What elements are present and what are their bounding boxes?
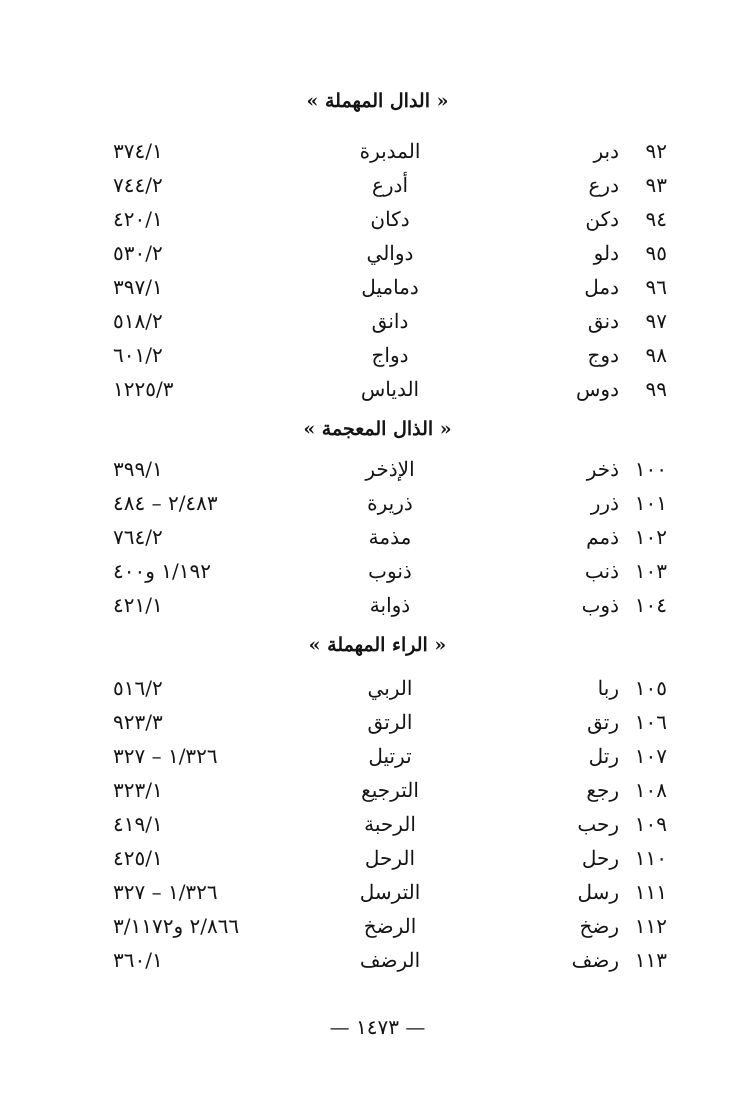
entry-root: رحل [581,846,619,870]
table-row [0,673,755,703]
entry-word: الرتق [367,710,413,734]
entry-reference: ٦٠١/٢ [113,343,163,367]
entry-number: ١١٣ [634,948,667,972]
entry-number: ١١١ [634,880,667,904]
table-row [0,136,755,166]
entry-reference: ١/٣٢٦ – ٣٢٧ [113,880,218,904]
entry-root: ربا [597,676,619,700]
entry-reference: ٣٦٠/١ [113,948,163,972]
entry-root: رضف [571,948,619,972]
entry-word: الرحل [364,846,416,870]
entry-word: المدبرة [359,139,421,163]
entry-number: ٩٨ [645,343,667,367]
entry-number: ١٠٣ [634,559,667,583]
entry-number: ٩٤ [645,207,667,231]
table-row [0,522,755,552]
entry-number: ٩٣ [645,173,667,197]
entry-word: دوالي [366,241,414,265]
entry-word: الرضخ [363,914,417,938]
table-row [0,911,755,941]
entry-reference: ٣٩٩/١ [113,457,163,481]
entry-word: دانق [371,309,409,333]
section-heading-ra: « الراء المهملة » [308,634,447,656]
entry-number: ١٠٥ [634,676,667,700]
entry-word: ترتيل [368,744,412,768]
section-heading-dal: « الدال المهملة » [306,90,449,112]
entry-number: ١١٠ [634,846,667,870]
table-row [0,306,755,336]
entry-word: ذنوب [368,559,412,583]
entry-root: رضخ [579,914,619,938]
entry-word: الدياس [360,377,420,401]
entry-reference: ٤١٩/١ [113,812,163,836]
table-row [0,945,755,975]
entry-word: ذريرة [367,491,413,515]
entry-word: دكان [370,207,410,231]
table-row [0,374,755,404]
entry-root: ذخر [586,457,619,481]
entry-word: الإذخر [365,457,415,481]
entry-root: دوس [576,377,619,401]
entry-root: رجع [586,778,619,802]
entry-reference: ٥١٦/٢ [113,676,163,700]
entry-word: دماميل [361,275,419,299]
entry-reference: ١٢٢٥/٣ [113,377,174,401]
entry-reference: ٢/٨٦٦ و٣/١١٧٢ [113,914,240,938]
entry-root: دبر [593,139,619,163]
section-heading-dhal: « الذال المعجمة » [303,418,452,440]
entry-reference: ٣٩٧/١ [113,275,163,299]
entry-reference: ٥٣٠/٢ [113,241,163,265]
table-row [0,707,755,737]
entry-number: ١٠٤ [634,593,667,617]
entry-reference: ٤٢١/١ [113,593,163,617]
entry-reference: ٣٧٤/١ [113,139,163,163]
entry-number: ٩٩ [645,377,667,401]
entry-number: ١٠١ [634,491,667,515]
entry-root: درع [588,173,619,197]
entry-word: مذمة [368,525,412,549]
table-row [0,488,755,518]
entry-root: دمل [584,275,619,299]
entry-number: ٩٦ [645,275,667,299]
entry-root: رسل [577,880,619,904]
table-row [0,556,755,586]
table-row [0,843,755,873]
entry-reference: ٤٢٥/١ [113,846,163,870]
entry-root: رتل [588,744,619,768]
entry-reference: ٤٢٠/١ [113,207,163,231]
entry-root: دنق [587,309,619,333]
entry-word: ذوابة [369,593,411,617]
entry-number: ١٠٢ [634,525,667,549]
entry-word: الترجيع [361,778,419,802]
table-row [0,741,755,771]
entry-root: دوج [587,343,619,367]
entry-root: رتق [587,710,619,734]
entry-reference: ٧٦٤/٢ [113,525,163,549]
table-row [0,809,755,839]
entry-number: ١٠٠ [634,457,667,481]
entry-root: ذوب [581,593,619,617]
entry-root: دكن [585,207,619,231]
entry-reference: ١/١٩٢ و٤٠٠ [113,559,211,583]
entry-root: رحب [577,812,619,836]
page-number: — ١٤٧٣ — [329,1015,426,1039]
entry-word: الترسل [359,880,421,904]
entry-number: ١٠٩ [634,812,667,836]
table-row [0,340,755,370]
entry-root: دلو [593,241,619,265]
table-row [0,204,755,234]
entry-reference: ١/٣٢٦ – ٣٢٧ [113,744,218,768]
entry-reference: ٢/٤٨٣ – ٤٨٤ [113,491,218,515]
entry-reference: ٧٤٤/٢ [113,173,163,197]
table-row [0,272,755,302]
entry-number: ٩٥ [645,241,667,265]
entry-root: ذرر [590,491,619,515]
table-row [0,877,755,907]
table-row [0,454,755,484]
table-row [0,170,755,200]
entry-root: ذمم [586,525,619,549]
entry-word: دواج [371,343,409,367]
table-row [0,238,755,268]
entry-number: ١٠٨ [634,778,667,802]
entry-reference: ٥١٨/٢ [113,309,163,333]
entry-root: ذنب [584,559,619,583]
entry-number: ١٠٦ [634,710,667,734]
table-row [0,775,755,805]
table-row [0,590,755,620]
entry-word: الرضف [359,948,421,972]
entry-reference: ٣٢٣/١ [113,778,163,802]
entry-word: الرحبة [364,812,416,836]
entry-word: الربي [367,676,413,700]
entry-number: ١١٢ [634,914,667,938]
entry-reference: ٩٢٣/٣ [113,710,163,734]
entry-number: ١٠٧ [634,744,667,768]
entry-number: ٩٧ [645,309,667,333]
entry-number: ٩٢ [645,139,667,163]
entry-word: أدرع [371,173,409,197]
